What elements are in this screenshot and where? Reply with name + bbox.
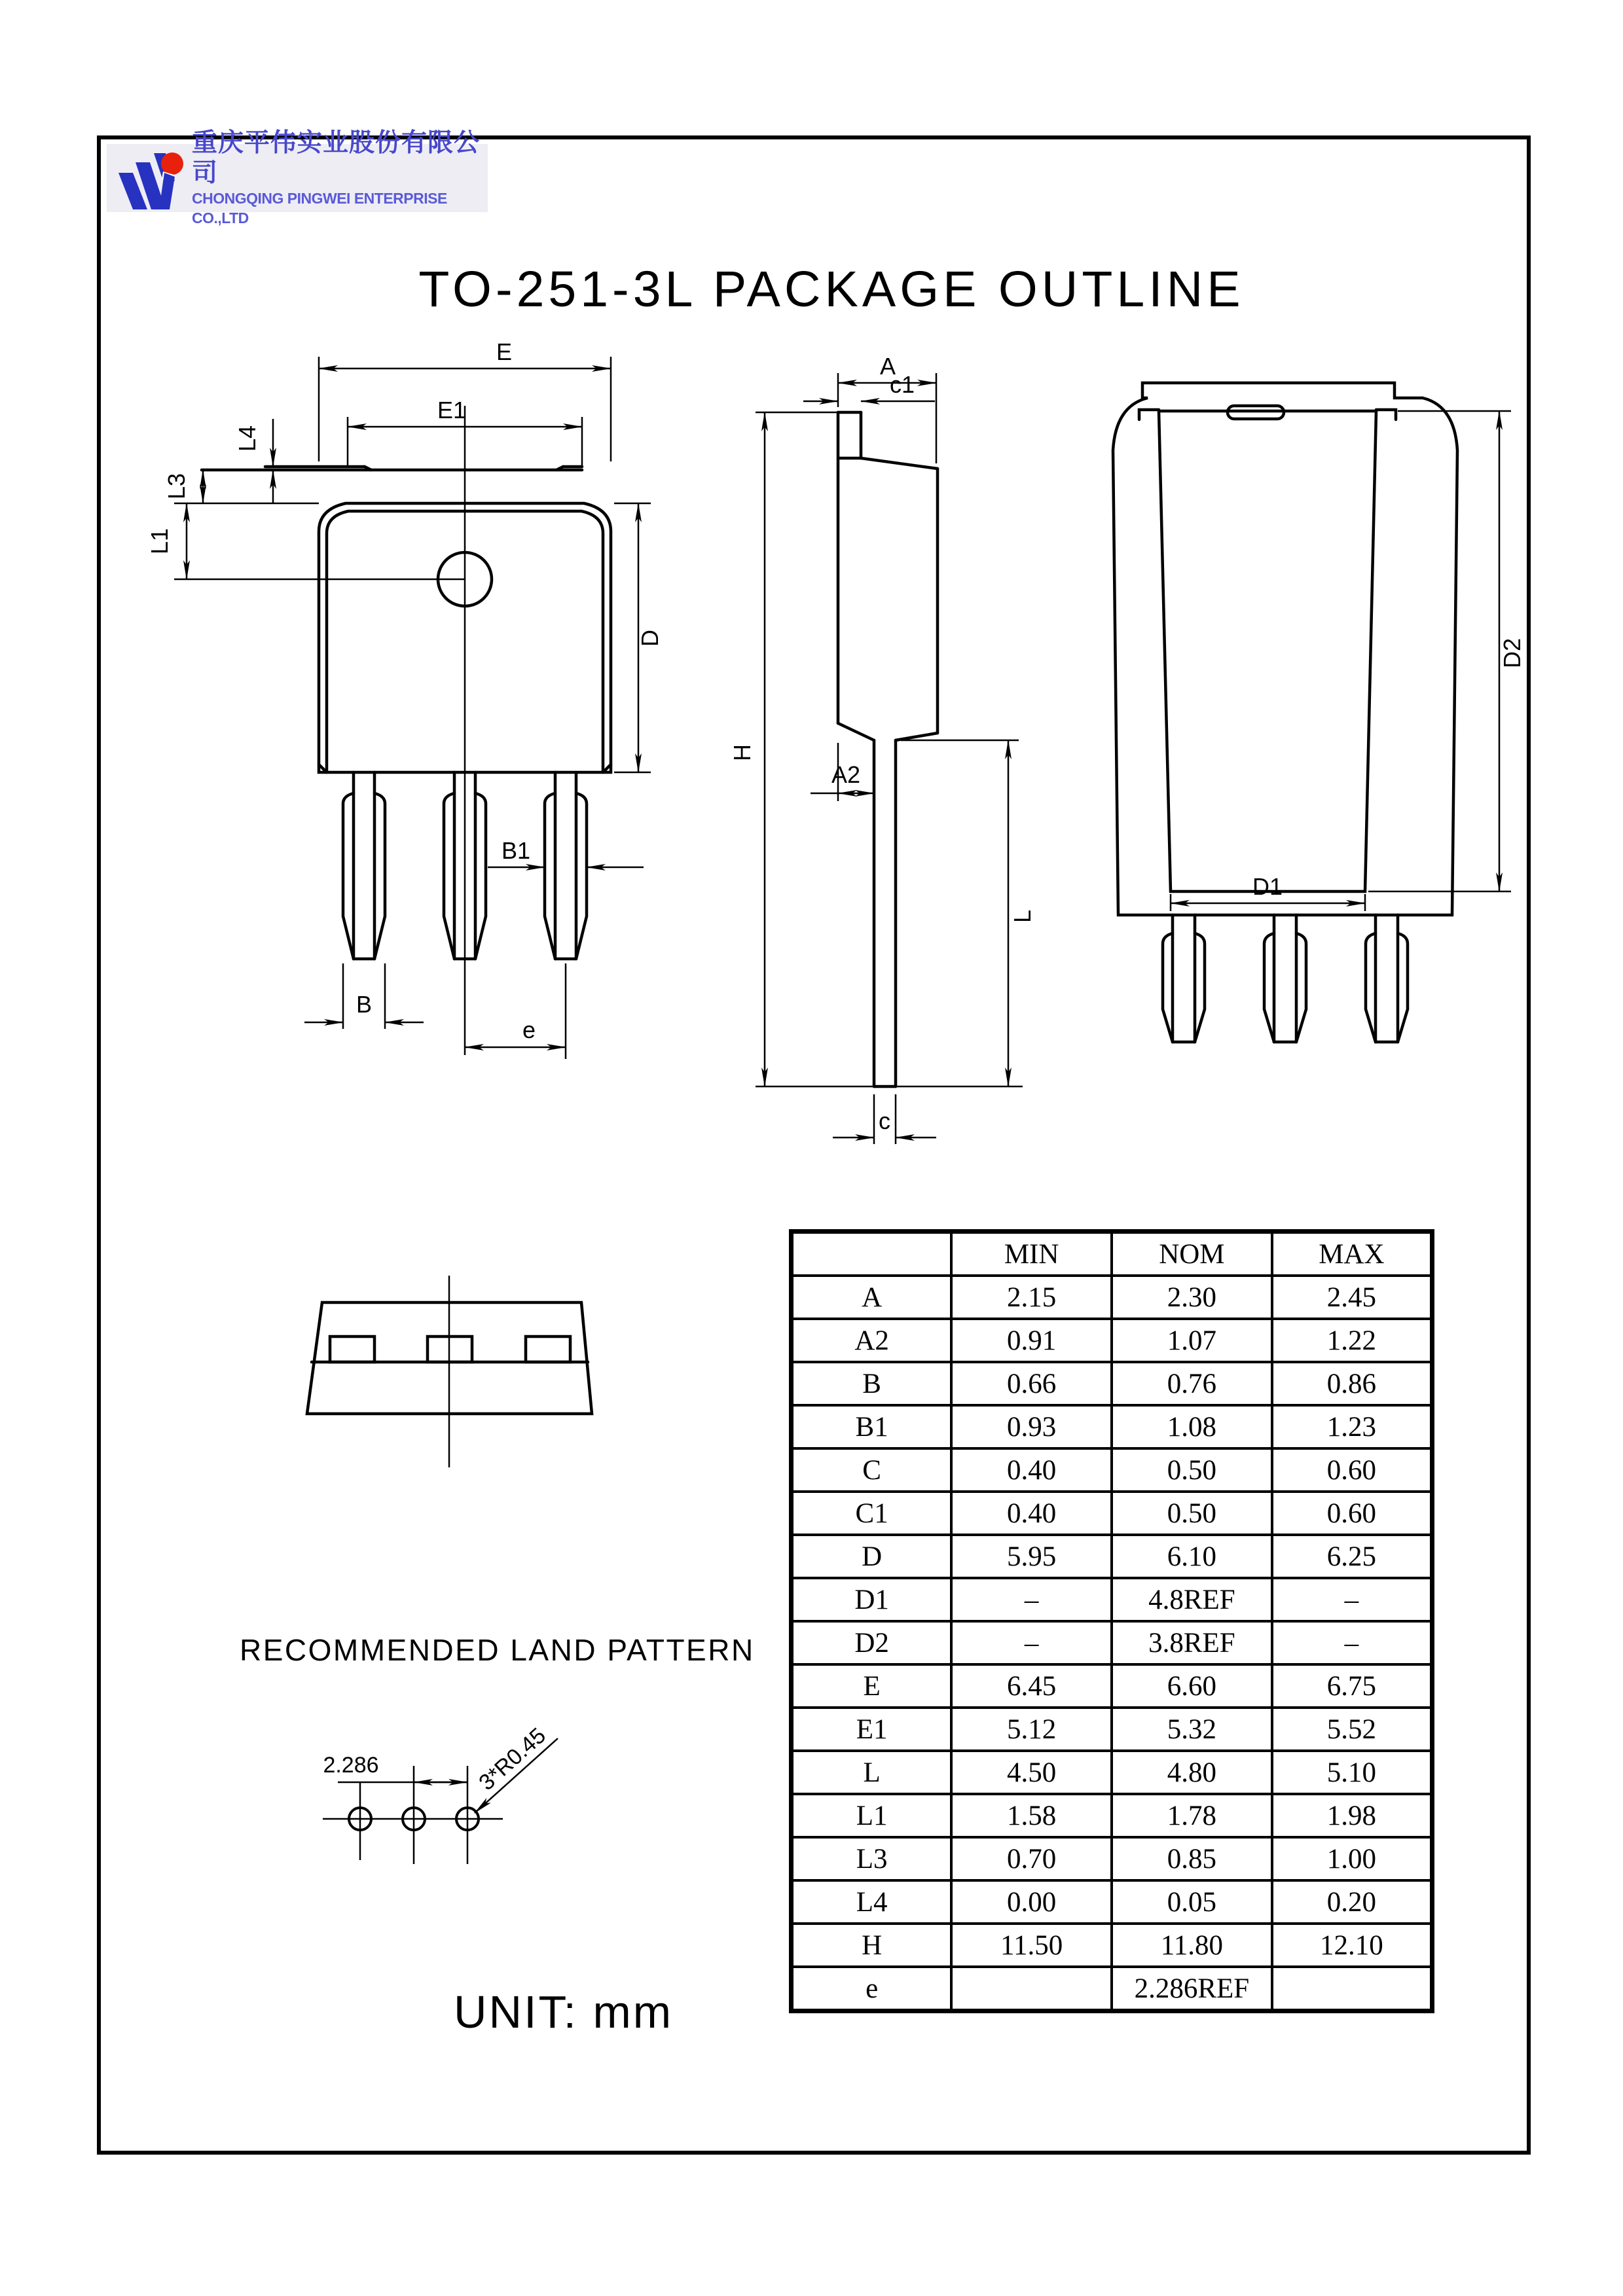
spec-row — [792, 1664, 1432, 1708]
spec-cell: L4 — [792, 1880, 952, 1924]
spec-cell: L3 — [792, 1837, 952, 1880]
spec-cell: B — [792, 1362, 952, 1405]
spec-row — [792, 1967, 1432, 2011]
spec-cell — [1272, 1967, 1432, 2011]
land-pattern-drawing — [275, 1702, 746, 2016]
spec-cell: 0.76 — [1112, 1362, 1272, 1405]
spec-cell: 1.00 — [1272, 1837, 1432, 1880]
spec-cell: – — [951, 1621, 1112, 1664]
spec-cell: C1 — [792, 1492, 952, 1535]
spec-cell: 4.80 — [1112, 1751, 1272, 1794]
back-pins — [1163, 915, 1408, 1042]
table-header-blank — [792, 1232, 952, 1276]
page-title: TO-251-3L PACKAGE OUTLINE — [418, 261, 1245, 317]
dim-label-E: E — [496, 338, 513, 365]
spec-row — [792, 1276, 1432, 1319]
spec-cell: 1.58 — [951, 1794, 1112, 1837]
spec-cell: 0.91 — [951, 1319, 1112, 1362]
spec-cell: L1 — [792, 1794, 952, 1837]
pad-radius-label: 3*R0.45 — [474, 1723, 551, 1796]
dim-label-D1: D1 — [1252, 873, 1283, 900]
spec-cell: 0.60 — [1272, 1448, 1432, 1492]
spec-cell: 0.60 — [1272, 1492, 1432, 1535]
spec-cell: 5.95 — [951, 1535, 1112, 1578]
dim-label-H: H — [729, 744, 756, 761]
dim-label-B: B — [356, 991, 373, 1018]
company-name-block — [192, 128, 488, 228]
dim-label-L: L — [1009, 909, 1036, 924]
unit-label: UNIT: mm — [454, 1986, 674, 2037]
spec-cell: 2.45 — [1272, 1276, 1432, 1319]
spec-cell — [951, 1967, 1112, 2011]
land-pattern-title: RECOMMENDED LAND PATTERN — [240, 1633, 755, 1667]
company-name-en: CHONGQING PINGWEI ENTERPRISE CO.,LTD — [192, 190, 447, 226]
spec-cell: 5.12 — [951, 1708, 1112, 1751]
spec-row — [792, 1492, 1432, 1535]
dim-label-c: c — [879, 1107, 890, 1134]
spec-row — [792, 1405, 1432, 1448]
spec-cell: D1 — [792, 1578, 952, 1621]
dim-label-e: e — [522, 1016, 536, 1043]
spec-cell: 2.286REF — [1112, 1967, 1272, 2011]
spec-row — [792, 1708, 1432, 1751]
spec-cell: A2 — [792, 1319, 952, 1362]
spec-row — [792, 1924, 1432, 1967]
table-header-max: MAX — [1272, 1232, 1432, 1276]
company-logo — [107, 129, 488, 226]
spec-cell: 1.22 — [1272, 1319, 1432, 1362]
spec-cell: E — [792, 1664, 952, 1708]
spec-cell: 0.40 — [951, 1492, 1112, 1535]
spec-cell: 1.78 — [1112, 1794, 1272, 1837]
spec-cell: 0.66 — [951, 1362, 1112, 1405]
spec-cell: C — [792, 1448, 952, 1492]
dim-label-A: A — [879, 353, 896, 380]
spec-cell: B1 — [792, 1405, 952, 1448]
dim-label-B1: B1 — [501, 837, 531, 864]
spec-cell: 0.40 — [951, 1448, 1112, 1492]
spec-cell: 5.52 — [1272, 1708, 1432, 1751]
spec-cell: L — [792, 1751, 952, 1794]
spec-row — [792, 1751, 1432, 1794]
spec-cell: 1.98 — [1272, 1794, 1432, 1837]
spec-cell: D2 — [792, 1621, 952, 1664]
spec-cell: 4.8REF — [1112, 1578, 1272, 1621]
dim-label-L4: L4 — [234, 425, 261, 452]
spec-cell: 0.70 — [951, 1837, 1112, 1880]
spec-cell: H — [792, 1924, 952, 1967]
spec-cell: 1.08 — [1112, 1405, 1272, 1448]
spec-row — [792, 1794, 1432, 1837]
spec-cell: 1.23 — [1272, 1405, 1432, 1448]
spec-cell: 11.50 — [951, 1924, 1112, 1967]
spec-cell: 0.50 — [1112, 1448, 1272, 1492]
spec-cell: 5.10 — [1272, 1751, 1432, 1794]
spec-cell: 6.75 — [1272, 1664, 1432, 1708]
pitch-dim-label: 2.286 — [323, 1753, 379, 1778]
spec-cell: 6.10 — [1112, 1535, 1272, 1578]
bottom-view-drawing — [262, 1244, 655, 1479]
spec-cell: e — [792, 1967, 952, 2011]
spec-cell: 6.60 — [1112, 1664, 1272, 1708]
spec-cell: 6.45 — [951, 1664, 1112, 1708]
spec-cell: A — [792, 1276, 952, 1319]
spec-cell: 2.15 — [951, 1276, 1112, 1319]
spec-cell: 0.93 — [951, 1405, 1112, 1448]
spec-cell: 1.07 — [1112, 1319, 1272, 1362]
spec-cell: 11.80 — [1112, 1924, 1272, 1967]
logo-mark-icon — [113, 147, 187, 209]
dim-label-D: D — [636, 630, 663, 647]
spec-row — [792, 1448, 1432, 1492]
spec-cell: 0.86 — [1272, 1362, 1432, 1405]
spec-cell: 3.8REF — [1112, 1621, 1272, 1664]
spec-cell: 0.05 — [1112, 1880, 1272, 1924]
table-header-row — [792, 1232, 1432, 1276]
dim-label-L3: L3 — [163, 473, 190, 500]
spec-row — [792, 1319, 1432, 1362]
dim-label-L1: L1 — [146, 528, 173, 555]
spec-row — [792, 1535, 1432, 1578]
back-view-drawing — [1067, 353, 1552, 1073]
spec-cell: 12.10 — [1272, 1924, 1432, 1967]
spec-cell: E1 — [792, 1708, 952, 1751]
table-header-min: MIN — [951, 1232, 1112, 1276]
spec-cell: – — [1272, 1621, 1432, 1664]
dim-label-D2: D2 — [1499, 637, 1525, 669]
dimensions-table-body — [792, 1276, 1432, 2011]
spec-cell: 4.50 — [951, 1751, 1112, 1794]
spec-cell: 0.50 — [1112, 1492, 1272, 1535]
spec-cell: D — [792, 1535, 952, 1578]
spec-cell: – — [1272, 1578, 1432, 1621]
spec-cell: 0.00 — [951, 1880, 1112, 1924]
dim-label-c1: c1 — [889, 371, 915, 398]
front-view-drawing — [146, 327, 694, 1067]
company-name-cn: 重庆平伟实业股份有限公司 — [192, 129, 481, 187]
dim-label-A2: A2 — [831, 761, 861, 788]
spec-row — [792, 1362, 1432, 1405]
spec-row — [792, 1621, 1432, 1664]
spec-row — [792, 1578, 1432, 1621]
dimensions-table — [789, 1229, 1434, 2013]
dim-label-E1: E1 — [437, 397, 467, 423]
spec-row — [792, 1880, 1432, 1924]
spec-cell: 0.20 — [1272, 1880, 1432, 1924]
spec-row — [792, 1837, 1432, 1880]
table-header-nom: NOM — [1112, 1232, 1272, 1276]
spec-cell: 6.25 — [1272, 1535, 1432, 1578]
spec-cell: – — [951, 1578, 1112, 1621]
side-view-drawing — [729, 347, 1080, 1152]
spec-cell: 2.30 — [1112, 1276, 1272, 1319]
spec-cell: 5.32 — [1112, 1708, 1272, 1751]
spec-cell: 0.85 — [1112, 1837, 1272, 1880]
